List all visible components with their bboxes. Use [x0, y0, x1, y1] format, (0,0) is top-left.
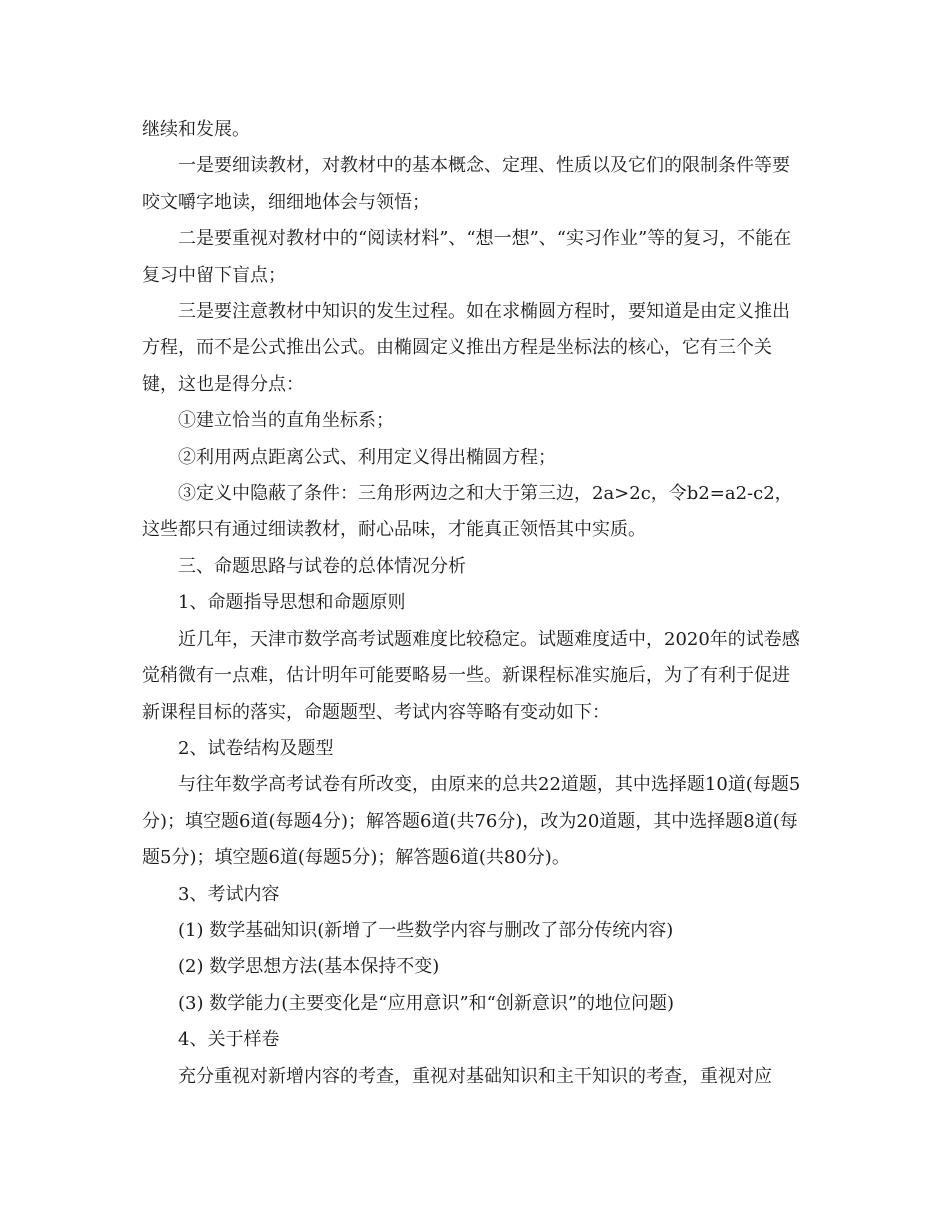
paragraph-point-one: 一是要细读教材，对教材中的基本概念、定理、性质以及它们的限制条件等要咬文嚼字地读，细细地体会与领悟；: [142, 155, 790, 213]
subheading-2: 2、试卷结构及题型: [178, 737, 334, 759]
subheading-3: 3、考试内容: [178, 883, 280, 905]
paragraph-difficulty: 近几年，天津市数学高考试题难度比较稳定。试题难度适中，2020年的试卷感觉稍微有一点难，估计明年可能要略易一些。新课程标准实施后，为了有利于促进新课程目标的落实，命题题型、考试内容等略有变动如下：: [142, 628, 800, 723]
subheading-1: 1、命题指导思想和命题原则: [178, 592, 406, 614]
paragraph-sample: 充分重视对新增内容的考查，重视对基础知识和主干知识的考查，重视对应: [178, 1065, 772, 1087]
list-item-paren-1: (1) 数学基础知识(新增了一些数学内容与删改了部分传统内容): [178, 919, 674, 941]
paragraph-structure: 与往年数学高考试卷有所改变，由原来的总共22道题，其中选择题10道(每题5分)；填空题6道(每题4分)；解答题6道(共76分)，改为20道题，其中选择题8道(每题5分)；填空题6道(每题5分)；解答题6道(共80分)。: [142, 774, 801, 869]
paragraph-continuation: 继续和发展。: [142, 119, 250, 140]
list-item-circled-1: ①建立恰当的直角坐标系；: [178, 410, 394, 432]
list-item-circled-2: ②利用两点距离公式、利用定义得出椭圆方程；: [178, 446, 556, 468]
paragraph-point-two: 二是要重视对教材中的“阅读材料”、“想一想”、“实习作业”等的复习，不能在复习中留下盲点；: [142, 228, 792, 286]
list-item-paren-3: (3) 数学能力(主要变化是“应用意识”和“创新意识”的地位问题): [178, 992, 675, 1014]
document-body: [142, 112, 807, 1095]
list-item-circled-3: ③定义中隐蔽了条件：三角形两边之和大于第三边，2a>2c，令b2=a2-c2，这些都只有通过细读教材，耐心品味，才能真正领悟其中实质。: [142, 483, 793, 541]
section-heading-three: 三、命题思路与试卷的总体情况分析: [178, 555, 466, 577]
list-item-paren-2: (2) 数学思想方法(基本保持不变): [178, 956, 440, 978]
paragraph-point-three: 三是要注意教材中知识的发生过程。如在求椭圆方程时，要知道是由定义推出方程，而不是公式推出公式。由椭圆定义推出方程是坐标法的核心，它有三个关键，这也是得分点：: [142, 301, 790, 395]
subheading-4: 4、关于样卷: [178, 1029, 280, 1051]
